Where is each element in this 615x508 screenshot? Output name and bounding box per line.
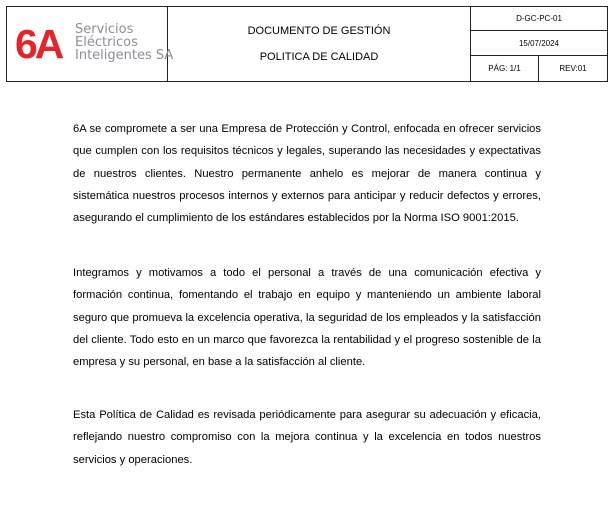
policy-paragraph-review: Esta Política de Calidad es revisada periódicamente para asegurar su adecuación y eficacia, reflejando nuestro compromiso con la mejora continua y la excelencia en todos nuestros servicios y operaciones. bbox=[73, 409, 541, 466]
document-type-title: DOCUMENTO DE GESTIÓN bbox=[247, 25, 391, 37]
policy-paragraph-commitment: 6A se compromete a ser una Empresa de Protección y Control, enfocada en ofrecer servicios que cumplen con los requisitos técnicos y legales, superando las necesidades y expectativas de nuestros clientes. Nuestro permanente anhelo es mejorar de manera continua y sistemática nuestros procesos internos y externos para anticipar y reducir defectos y errores, asegurando el cumplimiento de los estándares establecidos por la Norma ISO 9001:2015. bbox=[73, 123, 541, 225]
logo-line-3: Inteligentes SA bbox=[75, 48, 174, 63]
logo-line-1: Servicios bbox=[75, 22, 134, 37]
document-header bbox=[6, 6, 608, 82]
company-logo-mark: 6A bbox=[15, 21, 62, 67]
metadata-cell bbox=[471, 7, 607, 81]
document-name-title: POLITICA DE CALIDAD bbox=[259, 51, 379, 63]
logo-line-2: Eléctricos bbox=[75, 35, 138, 50]
title-cell bbox=[168, 7, 471, 81]
company-logo-text bbox=[75, 23, 173, 62]
page-revision-row bbox=[471, 56, 607, 81]
revision-number: REV:01 bbox=[559, 64, 587, 73]
page-number: PÁG: 1/1 bbox=[471, 56, 539, 81]
document-code: D-GC-PC-01 bbox=[471, 7, 607, 31]
document-date: 15/07/2024 bbox=[471, 31, 607, 56]
policy-paragraph-personnel: Integramos y motivamos a todo el personal a través de una comunicación efectiva y formación continua, fomentando el trabajo en equipo y manteniendo un ambiente laboral seguro que promueva la excelencia operativa, la seguridad de los empleados y la satisfacción del cliente. Todo esto en un marco que favorezca la rentabilidad y el progreso sostenible de la empresa y su personal, en base a la satisfacción al cliente. bbox=[73, 267, 541, 369]
logo-cell bbox=[7, 7, 174, 81]
